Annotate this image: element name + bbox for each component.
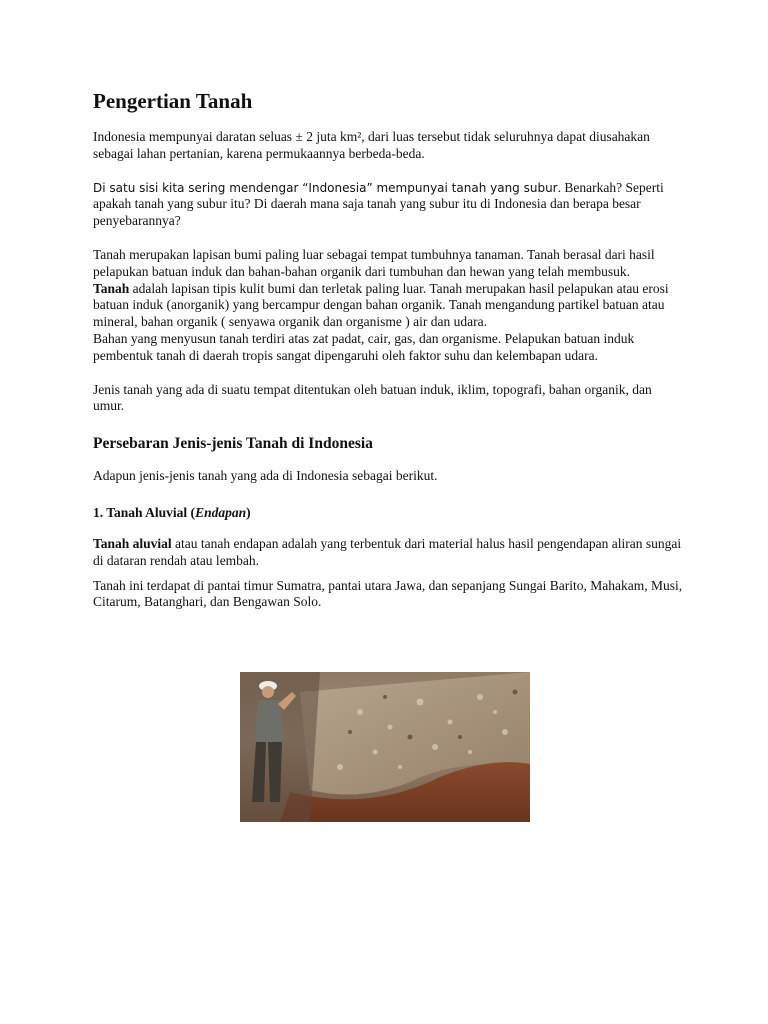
intro-paragraph-2-sans: Di satu sisi kita sering mendengar “Indonesia” mempunyai tanah yang subur	[93, 180, 558, 195]
item-1-paragraph-1	[93, 536, 683, 570]
intro-paragraph-5: Bahan yang menyusun tanah terdiri atas zat padat, cair, gas, dan organisme. Pelapukan batuan induk pembentuk tanah di daerah tropis sangat dipengaruhi oleh faktor suhu dan kelembapan udara.	[93, 330, 635, 363]
aluvial-term: Tanah aluvial	[93, 535, 172, 551]
item-1-heading-prefix: 1. Tanah Aluvial (	[93, 504, 196, 520]
section-lead: Adapun jenis-jenis tanah yang ada di Indonesia sebagai berikut.	[93, 468, 438, 484]
intro-paragraph-2	[93, 180, 683, 230]
section-heading: Persebaran Jenis-jenis Tanah di Indonesia	[93, 435, 373, 453]
alluvial-soil-photo	[240, 672, 530, 822]
document-page	[93, 87, 683, 611]
item-1-heading-suffix: )	[246, 504, 251, 520]
tanah-term: Tanah	[93, 280, 130, 296]
item-1-paragraph-1-rest: atau tanah endapan adalah yang terbentuk dari material halus hasil pengendapan aliran sungai di dataran rendah atau lembah.	[93, 535, 682, 568]
item-1-heading-italic: Endapan	[195, 504, 247, 520]
item-1-heading	[93, 504, 683, 521]
intro-paragraph-4	[93, 281, 683, 331]
intro-paragraph-3: Tanah merupakan lapisan bumi paling luar sebagai tempat tumbuhnya tanaman. Tanah berasal dari hasil pelapukan batuan induk dan bahan-bahan organik dari tumbuhan dan hewan yang telah membusuk.	[93, 246, 655, 279]
item-1-paragraph-2: Tanah ini terdapat di pantai timur Sumatra, pantai utara Jawa, dan sepanjang Sungai Barito, Mahakam, Musi, Citarum, Batanghari, dan Bengawan Solo.	[93, 577, 683, 610]
intro-paragraph-4-rest: adalah lapisan tipis kulit bumi dan terletak paling luar. Tanah merupakan hasil pelapukan atau erosi batuan induk (anorganik) yang bercampur dengan bahan organik. Tanah mengandung partikel batuan atau mineral, bahan organik ( senyawa organik dan organisme ) air dan udara.	[93, 280, 669, 330]
intro-paragraph-6: Jenis tanah yang ada di suatu tempat ditentukan oleh batuan induk, iklim, topografi, bahan organik, dan umur.	[93, 381, 652, 414]
page-title: Pengertian Tanah	[93, 89, 253, 113]
intro-paragraph-1: Indonesia mempunyai daratan seluas ± 2 juta km², dari luas tersebut tidak seluruhnya dapat diusahakan sebagai lahan pertanian, karena permukaannya berbeda-beda.	[93, 129, 650, 161]
intro-paragraph-2-rest: . Benarkah? Seperti apakah tanah yang subur itu? Di daerah mana saja tanah yang subur itu di Indonesia dan berapa besar penyebarannya?	[93, 179, 664, 229]
